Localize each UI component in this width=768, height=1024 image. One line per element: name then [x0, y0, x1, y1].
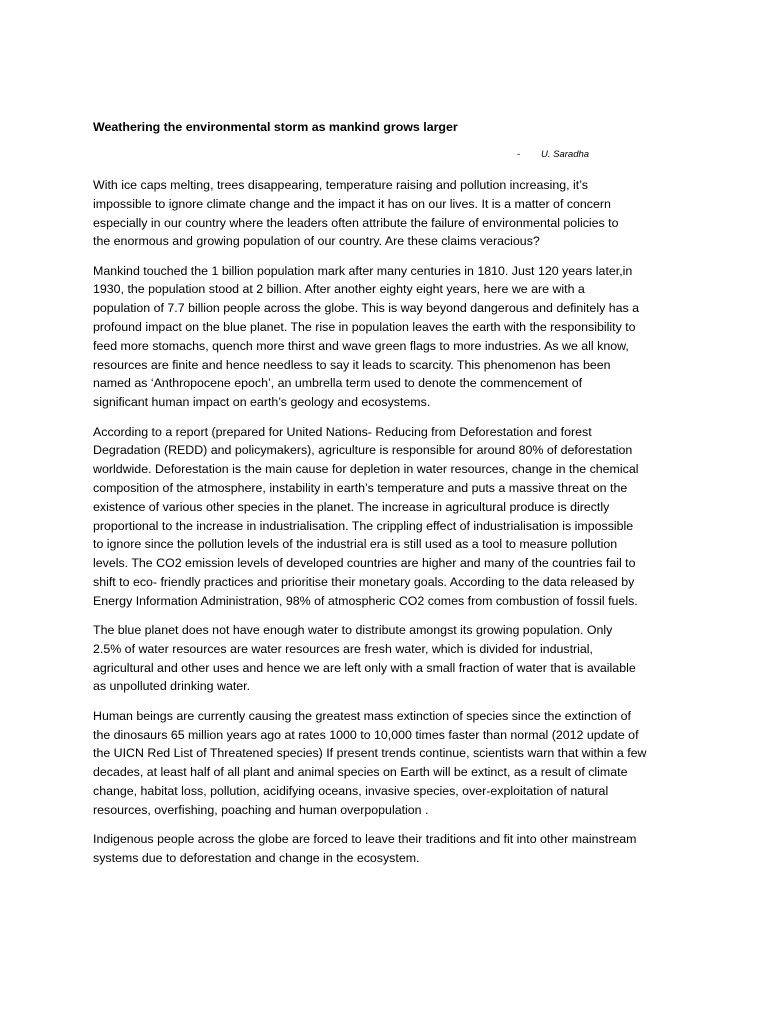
paragraph: The blue planet does not have enough water to distribute amongst its growing population. Only 2.5% of water resources are water resources are fresh water, which is divided for industrial, agricultural and other uses and hence we are left only with a small fraction of water that is available as unpolluted drinking water. [93, 623, 636, 694]
paragraph: Indigenous people across the globe are forced to leave their traditions and fit into other mainstream systems due to deforestation and change in the ecosystem. [93, 832, 637, 865]
document-title: Weathering the environmental storm as mankind grows larger [93, 120, 458, 134]
paragraph: Mankind touched the 1 billion population mark after many centuries in 1810. Just 120 years later,in 1930, the population stood at 2 billion. After another eighty eight years, here we are with a population of 7.7 billion people across the globe. This is way beyond dangerous and definitely has a profound impact on the blue planet. The rise in population leaves the earth with the responsibility to feed more stomachs, quench more thirst and wave green flags to more industries. As we all know, resources are finite and hence needless to say it leads to scarcity. This phenomenon has been named as ‘Anthropocene epoch’, an umbrella term used to denote the commencement of significant human impact on earth’s geology and ecosystems. [93, 263, 640, 410]
author-name: U. Saradha [541, 149, 590, 160]
byline-dash: - [517, 149, 521, 160]
byline [517, 148, 589, 162]
article-body [93, 176, 677, 878]
paragraph: Human beings are currently causing the greatest mass extinction of species since the extinction of the dinosaurs 65 million years ago at rates 1000 to 10,000 times faster than normal (2012 update of the UICN Red List of Threatened species) If present trends continue, scientists warn that within a few decades, at least half of all plant and animal species on Earth will be extinct, as a result of climate change, habitat loss, pollution, acidifying oceans, invasive species, over-exploitation of natural resources, overfishing, poaching and human overpopulation . [93, 708, 647, 817]
paragraph: According to a report (prepared for United Nations- Reducing from Deforestation and forest Degradation (REDD) and policymakers), agriculture is responsible for around 80% of deforestation worldwide. Deforestation is the main cause for depletion in water resources, change in the chemical composition of the atmosphere, instability in earth’s temperature and puts a massive threat on the existence of various other species in the planet. The increase in agricultural produce is directly proportional to the increase in industrialisation. The crippling effect of industrialisation is impossible to ignore since the pollution levels of the industrial era is still used as a tool to measure pollution levels. The CO2 emission levels of developed countries are higher and many of the countries fail to shift to eco- friendly practices and prioritise their monetary goals. According to the data released by Energy Information Administration, 98% of atmospheric CO2 comes from combustion of fossil fuels. [93, 424, 639, 608]
paragraph: With ice caps melting, trees disappearing, temperature raising and pollution increasing, it’s impossible to ignore climate change and the impact it has on our lives. It is a matter of concern especially in our country where the leaders often attribute the failure of environmental policies to the enormous and growing population of our country. Are these claims veracious? [93, 178, 619, 249]
